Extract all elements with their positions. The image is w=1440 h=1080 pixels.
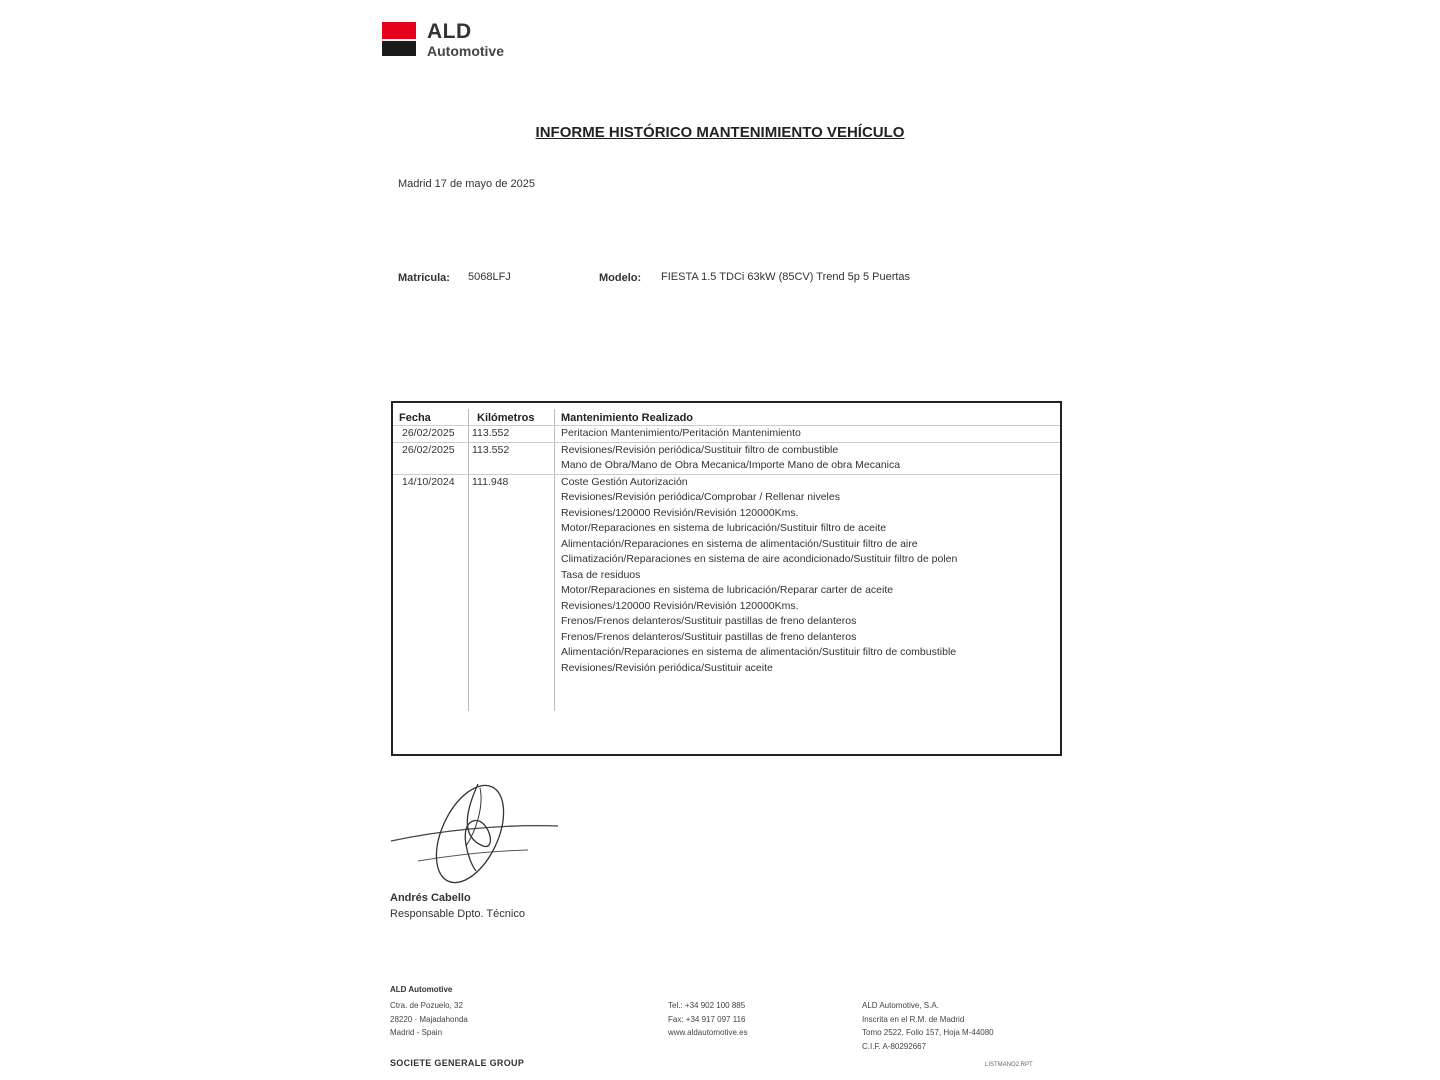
maintenance-item: Revisiones/Revisión periódica/Sustituir aceite (561, 661, 773, 674)
maintenance-item: Revisiones/Revisión periódica/Comprobar / Rellenar niveles (561, 491, 840, 503)
row-km: 113.552 (472, 443, 510, 456)
ald-logo-mark (382, 22, 416, 56)
maintenance-item: Motor/Reparaciones en sistema de lubricación/Reparar carter de aceite (561, 584, 894, 596)
maintenance-item: Tasa de residuos (561, 568, 641, 581)
table-row (393, 425, 1060, 442)
legal-line: Tomo 2522, Folio 157, Hoja M-44080 (862, 1028, 994, 1037)
row-maintenance-items (561, 475, 981, 677)
table-row (393, 442, 1060, 474)
maintenance-item: Revisiones/Revisión periódica/Sustituir filtro de combustible (561, 443, 839, 456)
row-km: 113.552 (472, 427, 510, 439)
address-line: Madrid - Spain (390, 1028, 443, 1037)
row-maintenance-items (561, 443, 981, 474)
maintenance-item: Climatización/Reparaciones en sistema de aire acondicionado/Sustituir filtro de polen (561, 553, 958, 565)
logo-text-automotive: Automotive (427, 43, 504, 59)
signer-name: Andrés Cabello (390, 892, 471, 904)
maintenance-item: Alimentación/Reparaciones en sistema de alimentación/Sustituir filtro de combustible (561, 646, 957, 658)
row-km: 111.948 (472, 475, 509, 488)
contact-web[interactable]: www.aldautomotive.es (668, 1028, 748, 1037)
legal-line: C.I.F. A-80292667 (862, 1041, 927, 1051)
model-label: Modelo: (599, 272, 642, 284)
maintenance-table (391, 401, 1062, 756)
maintenance-item: Alimentación/Reparaciones en sistema de alimentación/Sustituir filtro de aire (561, 537, 918, 550)
footer-legal (862, 999, 994, 1053)
signature (388, 776, 563, 891)
row-date: 26/02/2025 (402, 427, 455, 439)
ald-automotive-logo (382, 20, 522, 60)
plate-label: Matricula: (398, 272, 450, 284)
header-date: Fecha (399, 412, 431, 424)
row-maintenance-items (561, 426, 981, 442)
header-km: Kilómetros (477, 412, 535, 424)
row-date: 14/10/2024 (402, 475, 455, 488)
maintenance-item: Revisiones/120000 Revisión/Revisión 120000Kms. (561, 599, 799, 612)
maintenance-item: Peritacion Mantenimiento/Peritación Mantenimiento (561, 427, 801, 439)
place-date: Madrid 17 de mayo de 2025 (398, 178, 535, 190)
legal-line: ALD Automotive, S.A. (862, 1001, 939, 1010)
maintenance-item: Motor/Reparaciones en sistema de lubricación/Sustituir filtro de aceite (561, 522, 887, 534)
row-date: 26/02/2025 (402, 443, 455, 456)
contact-fax: Fax: +34 917 097 116 (668, 1014, 746, 1024)
footer-address (390, 999, 468, 1040)
maintenance-item: Frenos/Frenos delanteros/Sustituir pastillas de freno delanteros (561, 630, 857, 643)
signer-role: Responsable Dpto. Técnico (390, 908, 525, 920)
plate-value: 5068LFJ (468, 271, 511, 283)
maintenance-item: Frenos/Frenos delanteros/Sustituir pastillas de freno delanteros (561, 615, 857, 627)
footer-company: ALD Automotive (390, 985, 453, 994)
logo-text-ald: ALD (427, 20, 472, 43)
societe-generale-group: SOCIETE GENERALE GROUP (390, 1058, 525, 1068)
table-row (393, 474, 1060, 677)
address-line: Ctra. de Pozuelo, 32 (390, 1001, 463, 1010)
footer-contact (668, 999, 748, 1040)
page-title: INFORME HISTÓRICO MANTENIMIENTO VEHÍCULO (535, 124, 905, 141)
maintenance-item: Revisiones/120000 Revisión/Revisión 120000Kms. (561, 506, 799, 519)
header-maintenance: Mantenimiento Realizado (561, 412, 694, 424)
model-value: FIESTA 1.5 TDCi 63kW (85CV) Trend 5p 5 Puertas (661, 271, 911, 283)
legal-line: Inscrita en el R.M. de Madrid (862, 1014, 965, 1024)
table-body (393, 425, 1060, 676)
maintenance-item: Coste Gestión Autorización (561, 475, 688, 488)
contact-phone: Tel.: +34 902 100 885 (668, 1001, 746, 1010)
maintenance-item: Mano de Obra/Mano de Obra Mecanica/Importe Mano de obra Mecanica (561, 459, 901, 471)
address-line: 28220 · Majadahonda (390, 1014, 468, 1024)
document-code: LISTMANO2.RPT (985, 1062, 1033, 1068)
